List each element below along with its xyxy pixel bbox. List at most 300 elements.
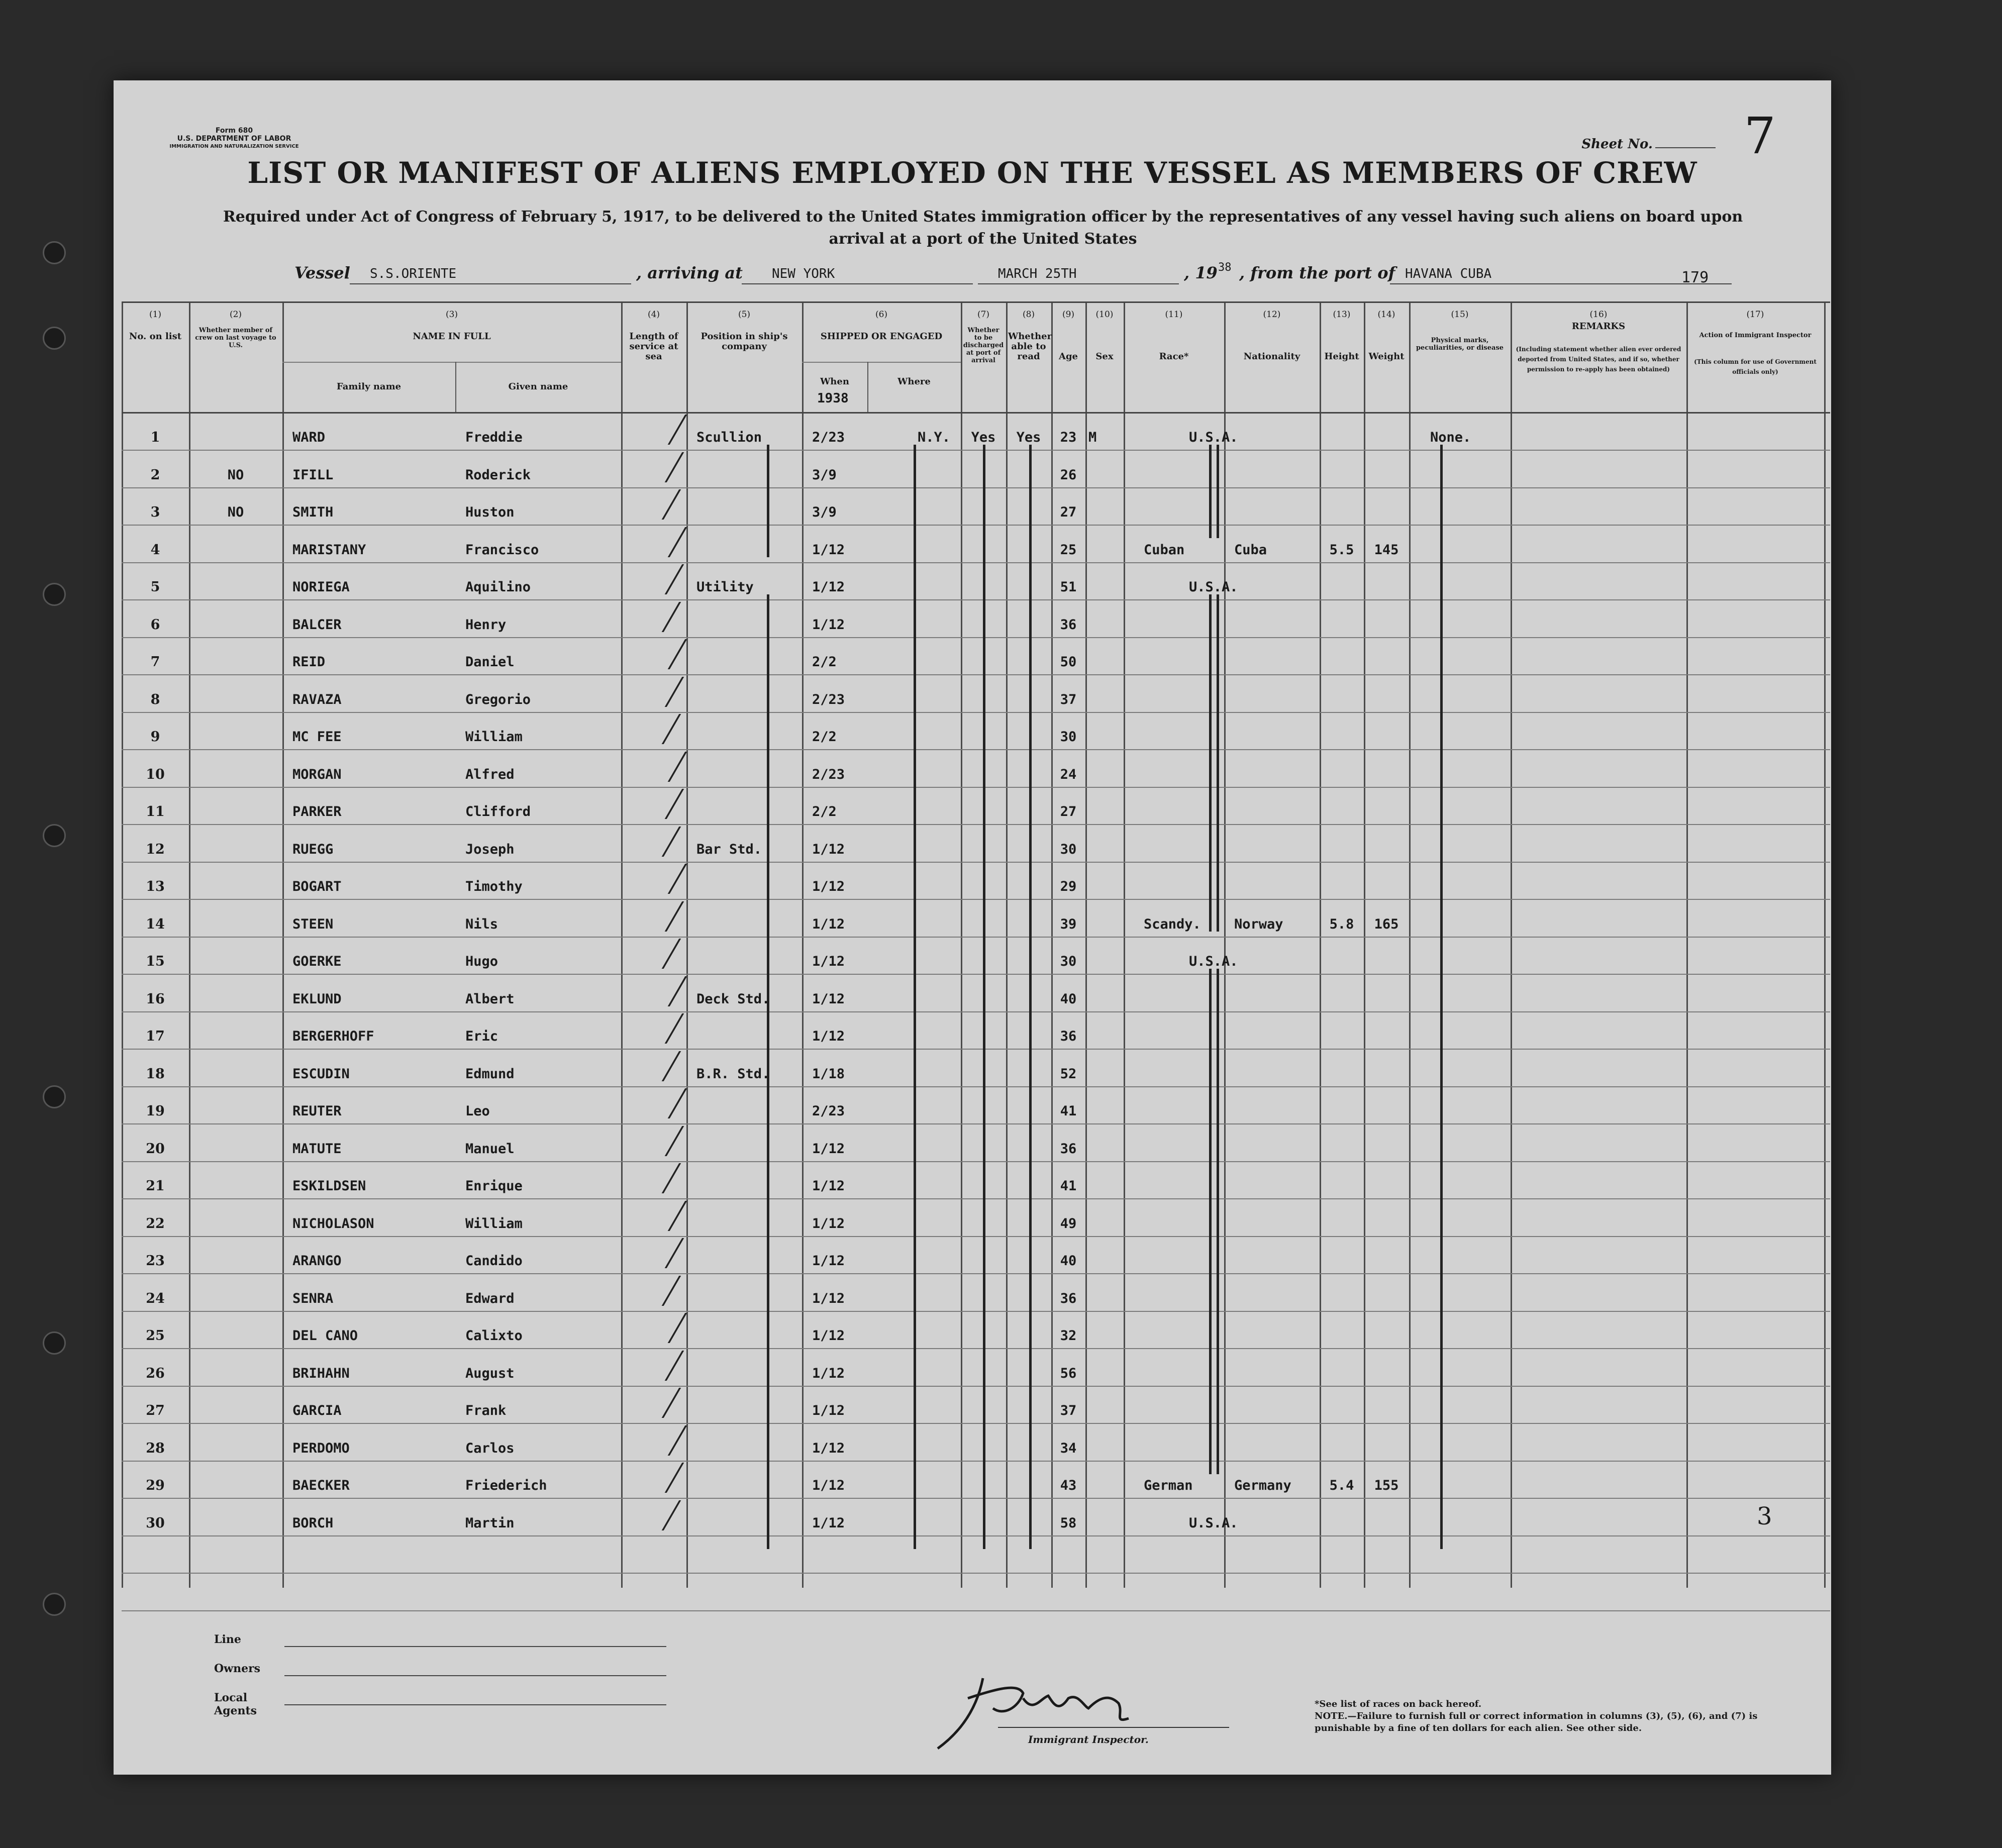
check-mark (650, 1013, 684, 1044)
race: Cuban (1144, 542, 1185, 558)
shipped-when: 1/12 (812, 1328, 845, 1344)
page-subtitle: Required under Act of Congress of February 5, 1917, to be delivered to the United States immigration officer by the representatives of any vessel having such aliens on board upon arrival at a port of the United States (223, 208, 1743, 248)
row-number: 10 (146, 766, 165, 782)
given-name: Calixto (465, 1328, 523, 1344)
from-port-label: , from the port of (1239, 263, 1395, 282)
row-number: 4 (150, 542, 160, 558)
given-name: William (465, 1215, 523, 1231)
given-name: Carlos (465, 1440, 515, 1456)
binder-hole (43, 824, 66, 847)
discharged: Yes (971, 430, 996, 445)
when-header: When (820, 376, 849, 387)
age: 40 (1060, 991, 1077, 1007)
able-to-read: Yes (1016, 430, 1041, 445)
row-number: 19 (146, 1103, 165, 1119)
given-name: Francisco (465, 542, 539, 558)
column-rule (686, 301, 688, 1588)
column-number: (15) (1451, 310, 1469, 320)
nationality: Norway (1234, 916, 1283, 932)
column-rule (1006, 301, 1008, 1588)
ditto-mark (1209, 594, 1212, 932)
given-name: Alfred (465, 766, 515, 782)
line-label: Line (214, 1633, 241, 1646)
year-suffix: 38 (1218, 261, 1232, 274)
weight: 145 (1374, 542, 1399, 558)
weight: 155 (1374, 1478, 1399, 1493)
height: 5.8 (1329, 916, 1354, 932)
family-name: MORGAN (292, 766, 342, 782)
given-name: William (465, 729, 523, 745)
binder-hole (43, 1085, 66, 1108)
row-number: 7 (150, 654, 160, 670)
binder-hole (43, 1593, 66, 1616)
given-name: Friederich (465, 1478, 547, 1493)
row-number: 24 (146, 1290, 165, 1306)
position: Utility (696, 579, 754, 595)
ditto-mark (1029, 445, 1032, 1549)
column-number: (8) (1022, 310, 1035, 320)
family-name: NICHOLASON (292, 1215, 374, 1231)
column-rule (1511, 301, 1512, 1588)
age: 30 (1060, 729, 1077, 745)
check-mark (647, 1500, 681, 1530)
check-mark (650, 901, 684, 932)
check-mark (653, 1088, 687, 1118)
check-mark (653, 527, 687, 557)
age: 51 (1060, 579, 1077, 595)
given-name: Enrique (465, 1178, 523, 1194)
check-mark (650, 1351, 684, 1381)
shipped-when: 2/2 (812, 654, 837, 670)
column-header: Sex (1095, 351, 1114, 362)
nationality: U.S.A. (1189, 430, 1238, 445)
column-header: NAME IN FULL (413, 331, 491, 342)
check-mark (647, 489, 681, 520)
given-name: Frank (465, 1403, 507, 1418)
age: 34 (1060, 1440, 1077, 1456)
family-name: WARD (292, 430, 326, 445)
nationality: Germany (1234, 1478, 1291, 1493)
check-mark (653, 864, 687, 894)
ditto-mark (1217, 445, 1219, 538)
column-header: Nationality (1243, 351, 1300, 362)
nationality: Cuba (1234, 542, 1267, 558)
column-number: (17) (1746, 310, 1764, 320)
family-name: GARCIA (292, 1403, 342, 1418)
age: 50 (1060, 654, 1077, 670)
check-mark (647, 602, 681, 632)
binder-hole (43, 583, 66, 606)
inspector-note: (This column for use of Government officials only) (1694, 358, 1817, 375)
shipped-when: 1/12 (812, 1215, 845, 1231)
ditto-mark (1209, 445, 1212, 538)
age: 58 (1060, 1515, 1077, 1531)
check-mark (647, 827, 681, 857)
row-number: 22 (146, 1215, 165, 1231)
column-header: Whether to be discharged at port of arrival (963, 327, 1004, 364)
shipped-when: 1/12 (812, 1515, 845, 1531)
shipped-when: 1/12 (812, 1290, 845, 1306)
given-name: Albert (465, 991, 515, 1007)
row-number: 25 (146, 1328, 165, 1344)
family-name: MARISTANY (292, 542, 366, 558)
row-number: 2 (150, 467, 160, 483)
vessel-label: Vessel (294, 263, 350, 282)
form-header (144, 127, 325, 151)
vessel-name: S.S.ORIENTE (370, 266, 457, 281)
row-number: 13 (146, 879, 165, 894)
sheet-label: Sheet No. (1581, 137, 1716, 152)
age: 49 (1060, 1215, 1077, 1231)
shipped-when: 2/2 (812, 804, 837, 819)
agents-label: Local Agents (214, 1691, 257, 1717)
family-name: BAECKER (292, 1478, 350, 1493)
voyage-line (294, 263, 1782, 293)
shipped-when: 2/2 (812, 729, 837, 745)
check-mark (653, 1201, 687, 1231)
shipped-when: 1/12 (812, 1440, 845, 1456)
column-header: Age (1058, 351, 1078, 362)
check-mark (653, 976, 687, 1006)
given-name-header: Given name (508, 381, 568, 392)
age: 25 (1060, 542, 1077, 558)
family-name: BOGART (292, 879, 342, 894)
age: 30 (1060, 841, 1077, 857)
check-mark (647, 714, 681, 744)
row-number: 26 (146, 1365, 165, 1381)
age: 23 (1060, 430, 1077, 445)
ditto-mark (914, 445, 916, 1549)
ditto-mark (1217, 594, 1219, 932)
column-header: Height (1324, 351, 1359, 362)
shipped-when: 1/12 (812, 954, 845, 969)
age: 30 (1060, 954, 1077, 969)
position: Bar Std. (696, 841, 762, 857)
age: 36 (1060, 617, 1077, 633)
family-name: REID (292, 654, 326, 670)
column-rule (1320, 301, 1321, 1588)
family-name: MC FEE (292, 729, 342, 745)
age: 32 (1060, 1328, 1077, 1344)
row-number: 17 (146, 1029, 165, 1044)
departure-port: HAVANA CUBA (1405, 266, 1492, 281)
age: 36 (1060, 1141, 1077, 1157)
given-name: Edmund (465, 1066, 515, 1082)
column-rule (961, 301, 962, 1588)
shipped-when: 2/23 (812, 766, 845, 782)
check-mark (650, 1126, 684, 1156)
column-number: (10) (1095, 310, 1114, 320)
given-name: Huston (465, 504, 515, 520)
row-number: 29 (146, 1478, 165, 1493)
given-name: Gregorio (465, 691, 531, 707)
row-number: 11 (146, 804, 165, 819)
shipped-when: 1/18 (812, 1066, 845, 1082)
where-header: Where (897, 376, 931, 387)
shipped-when: 1/12 (812, 1178, 845, 1194)
given-name: Eric (465, 1029, 498, 1044)
family-name: DEL CANO (292, 1328, 358, 1344)
check-mark (650, 1238, 684, 1268)
shipped-when: 1/12 (812, 579, 845, 595)
ditto-mark (983, 445, 985, 1549)
check-mark (650, 564, 684, 594)
column-rule (1824, 301, 1826, 1588)
family-name: BORCH (292, 1515, 334, 1531)
family-name: PERDOMO (292, 1440, 350, 1456)
prior-voyage: NO (227, 504, 244, 520)
shipped-when: 3/9 (812, 504, 837, 520)
sex: M (1088, 430, 1097, 445)
row-number: 28 (146, 1440, 165, 1456)
row-number: 16 (146, 991, 165, 1007)
check-mark (647, 1388, 681, 1418)
shipped-where: N.Y. (918, 430, 951, 445)
remarks-note: (Including statement whether alien ever ordered deported from United States, and if so, whether permission to re-apply has been obtained) (1516, 346, 1681, 373)
check-mark (653, 415, 687, 445)
shipped-when: 1/12 (812, 1141, 845, 1157)
given-name: Hugo (465, 954, 498, 969)
row-number: 12 (146, 841, 165, 857)
column-header: Position in ship's company (700, 331, 788, 352)
column-rule (621, 301, 623, 1588)
family-name: IFILL (292, 467, 334, 483)
ditto-mark (1209, 969, 1212, 1474)
ditto-mark (767, 445, 769, 557)
position: B.R. Std. (696, 1066, 770, 1082)
column-rule (282, 301, 284, 1588)
age: 26 (1060, 467, 1077, 483)
shipped-when: 1/12 (812, 1253, 845, 1269)
prior-voyage: NO (227, 467, 244, 483)
manifest-sheet (114, 80, 1831, 1775)
age: 27 (1060, 504, 1077, 520)
given-name: August (465, 1365, 515, 1381)
ditto-mark (767, 1006, 769, 1081)
family-name: ESKILDSEN (292, 1178, 366, 1194)
family-name: BALCER (292, 617, 342, 633)
check-mark (653, 639, 687, 669)
column-number: (6) (875, 310, 888, 320)
check-mark (647, 939, 681, 969)
family-name: NORIEGA (292, 579, 350, 595)
given-name: Nils (465, 916, 498, 932)
row-number: 9 (150, 729, 160, 745)
shipped-when: 1/12 (812, 1478, 845, 1493)
shipped-when: 1/12 (812, 1365, 845, 1381)
column-number: (2) (229, 310, 242, 320)
stamp-number: 179 (1681, 269, 1709, 286)
shipped-when: 1/12 (812, 1029, 845, 1044)
column-header: Race* (1159, 351, 1189, 362)
given-name: Joseph (465, 841, 515, 857)
column-header: REMARKS (1571, 321, 1626, 332)
shipped-when: 3/9 (812, 467, 837, 483)
ditto-mark (1217, 969, 1219, 1474)
family-name: GOERKE (292, 954, 342, 969)
year-prefix: , 19 (1184, 263, 1218, 282)
row-number: 8 (150, 691, 160, 707)
shipped-when: 2/23 (812, 430, 845, 445)
given-name: Edward (465, 1290, 515, 1306)
family-name: ESCUDIN (292, 1066, 350, 1082)
shipped-when: 1/12 (812, 879, 845, 894)
family-name: MATUTE (292, 1141, 342, 1157)
family-name: REUTER (292, 1103, 342, 1119)
column-rule (1409, 301, 1411, 1588)
service-name: IMMIGRATION AND NATURALIZATION SERVICE (169, 144, 299, 149)
column-header: Whether able to read (1008, 331, 1052, 362)
column-header: Action of Immigrant Inspector (1699, 332, 1812, 339)
ditto-mark (1440, 445, 1443, 1549)
inspector-label: Immigrant Inspector. (1028, 1733, 1149, 1746)
family-name-header: Family name (336, 381, 402, 392)
column-number: (9) (1062, 310, 1075, 320)
family-name: EKLUND (292, 991, 342, 1007)
column-header: Whether member of crew on last voyage to U.S. (195, 327, 276, 349)
given-name: Aquilino (465, 579, 531, 595)
check-mark (650, 677, 684, 707)
binder-hole (43, 327, 66, 350)
form-number: Form 680 (215, 127, 253, 135)
age: 29 (1060, 879, 1077, 894)
family-name: RUEGG (292, 841, 334, 857)
height: 5.4 (1329, 1478, 1354, 1493)
row-number: 6 (150, 617, 160, 633)
column-number: (1) (149, 310, 162, 320)
row-number: 27 (146, 1403, 165, 1418)
margin-mark: 3 (1757, 1502, 1772, 1530)
footer-notes (1315, 1698, 1767, 1734)
given-name: Manuel (465, 1141, 515, 1157)
shipped-when: 1/12 (812, 991, 845, 1007)
race: German (1144, 1478, 1193, 1493)
family-name: SENRA (292, 1290, 334, 1306)
age: 36 (1060, 1029, 1077, 1044)
ditto-mark (767, 1081, 769, 1549)
ditto-mark (767, 594, 769, 857)
crew-table (114, 301, 1831, 1588)
column-number: (12) (1263, 310, 1281, 320)
races-note: *See list of races on back hereof. (1315, 1699, 1482, 1709)
row-number: 1 (150, 430, 160, 445)
column-header: Length of service at sea (629, 331, 678, 362)
check-mark (650, 1463, 684, 1493)
check-mark (650, 452, 684, 482)
column-header: SHIPPED OR ENGAGED (820, 331, 943, 342)
column-number: (4) (647, 310, 660, 320)
family-name: ARANGO (292, 1253, 342, 1269)
nationality: U.S.A. (1189, 579, 1238, 595)
row-number: 23 (146, 1253, 165, 1269)
given-name: Timothy (465, 879, 523, 894)
owners-label: Owners (214, 1662, 261, 1675)
column-number: (5) (738, 310, 751, 320)
nationality: U.S.A. (1189, 1515, 1238, 1531)
arrival-date: MARCH 25TH (998, 266, 1077, 281)
nationality: U.S.A. (1189, 954, 1238, 969)
row-number: 21 (146, 1178, 165, 1194)
age: 40 (1060, 1253, 1077, 1269)
row-number: 14 (146, 916, 165, 932)
age: 43 (1060, 1478, 1077, 1493)
check-mark (650, 789, 684, 819)
check-mark (647, 1276, 681, 1306)
column-number: (16) (1589, 310, 1608, 320)
column-header: No. on list (129, 331, 182, 342)
age: 56 (1060, 1365, 1077, 1381)
column-rule (1686, 301, 1688, 1588)
sheet-number: 7 (1744, 107, 1776, 165)
height: 5.5 (1329, 542, 1354, 558)
binder-hole (43, 241, 66, 264)
check-mark (653, 1313, 687, 1343)
age: 27 (1060, 804, 1077, 819)
shipped-when: 1/12 (812, 916, 845, 932)
column-rule (1085, 301, 1087, 1588)
column-number: (11) (1165, 310, 1183, 320)
family-name: RAVAZA (292, 691, 342, 707)
binder-hole (43, 1331, 66, 1355)
physical-marks: None. (1430, 430, 1471, 445)
age: 37 (1060, 1403, 1077, 1418)
column-number: (7) (977, 310, 990, 320)
row-number: 3 (150, 504, 160, 520)
arriving-label: , arriving at (636, 263, 743, 282)
penalty-note: NOTE.—Failure to furnish full or correct information in columns (3), (5), (6), and (7) is punishable by a fine of ten dollars for each alien. See other side. (1315, 1711, 1758, 1733)
check-mark (647, 1051, 681, 1081)
race: Scandy. (1144, 916, 1201, 932)
column-rule (122, 301, 123, 1588)
column-rule (1124, 301, 1125, 1588)
row-number: 5 (150, 579, 160, 595)
age: 52 (1060, 1066, 1077, 1082)
age: 41 (1060, 1178, 1077, 1194)
given-name: Daniel (465, 654, 515, 670)
page-title: LIST OR MANIFEST OF ALIENS EMPLOYED ON THE VESSEL AS MEMBERS OF CREW (247, 156, 1697, 190)
column-number: (3) (445, 310, 458, 320)
age: 39 (1060, 916, 1077, 932)
given-name: Henry (465, 617, 507, 633)
check-mark (653, 752, 687, 782)
column-rule (802, 301, 804, 1588)
when-year: 1938 (817, 391, 849, 406)
column-number: (14) (1377, 310, 1395, 320)
row-number: 30 (146, 1515, 165, 1531)
column-number: (13) (1333, 310, 1351, 320)
position: Scullion (696, 430, 762, 445)
shipped-when: 1/12 (812, 1403, 845, 1418)
shipped-when: 2/23 (812, 691, 845, 707)
family-name: PARKER (292, 804, 342, 819)
given-name: Clifford (465, 804, 531, 819)
family-name: BRIHAHN (292, 1365, 350, 1381)
row-number: 18 (146, 1066, 165, 1082)
column-header: Weight (1368, 351, 1405, 362)
family-name: SMITH (292, 504, 334, 520)
column-header: Physical marks, peculiarities, or disease (1416, 337, 1504, 352)
age: 37 (1060, 691, 1077, 707)
position: Deck Std. (696, 991, 770, 1007)
column-rule (1224, 301, 1226, 1588)
given-name: Martin (465, 1515, 515, 1531)
check-mark (653, 1425, 687, 1456)
column-rule (1364, 301, 1365, 1588)
shipped-when: 1/12 (812, 617, 845, 633)
row-number: 15 (146, 954, 165, 969)
given-name: Leo (465, 1103, 490, 1119)
age: 41 (1060, 1103, 1077, 1119)
